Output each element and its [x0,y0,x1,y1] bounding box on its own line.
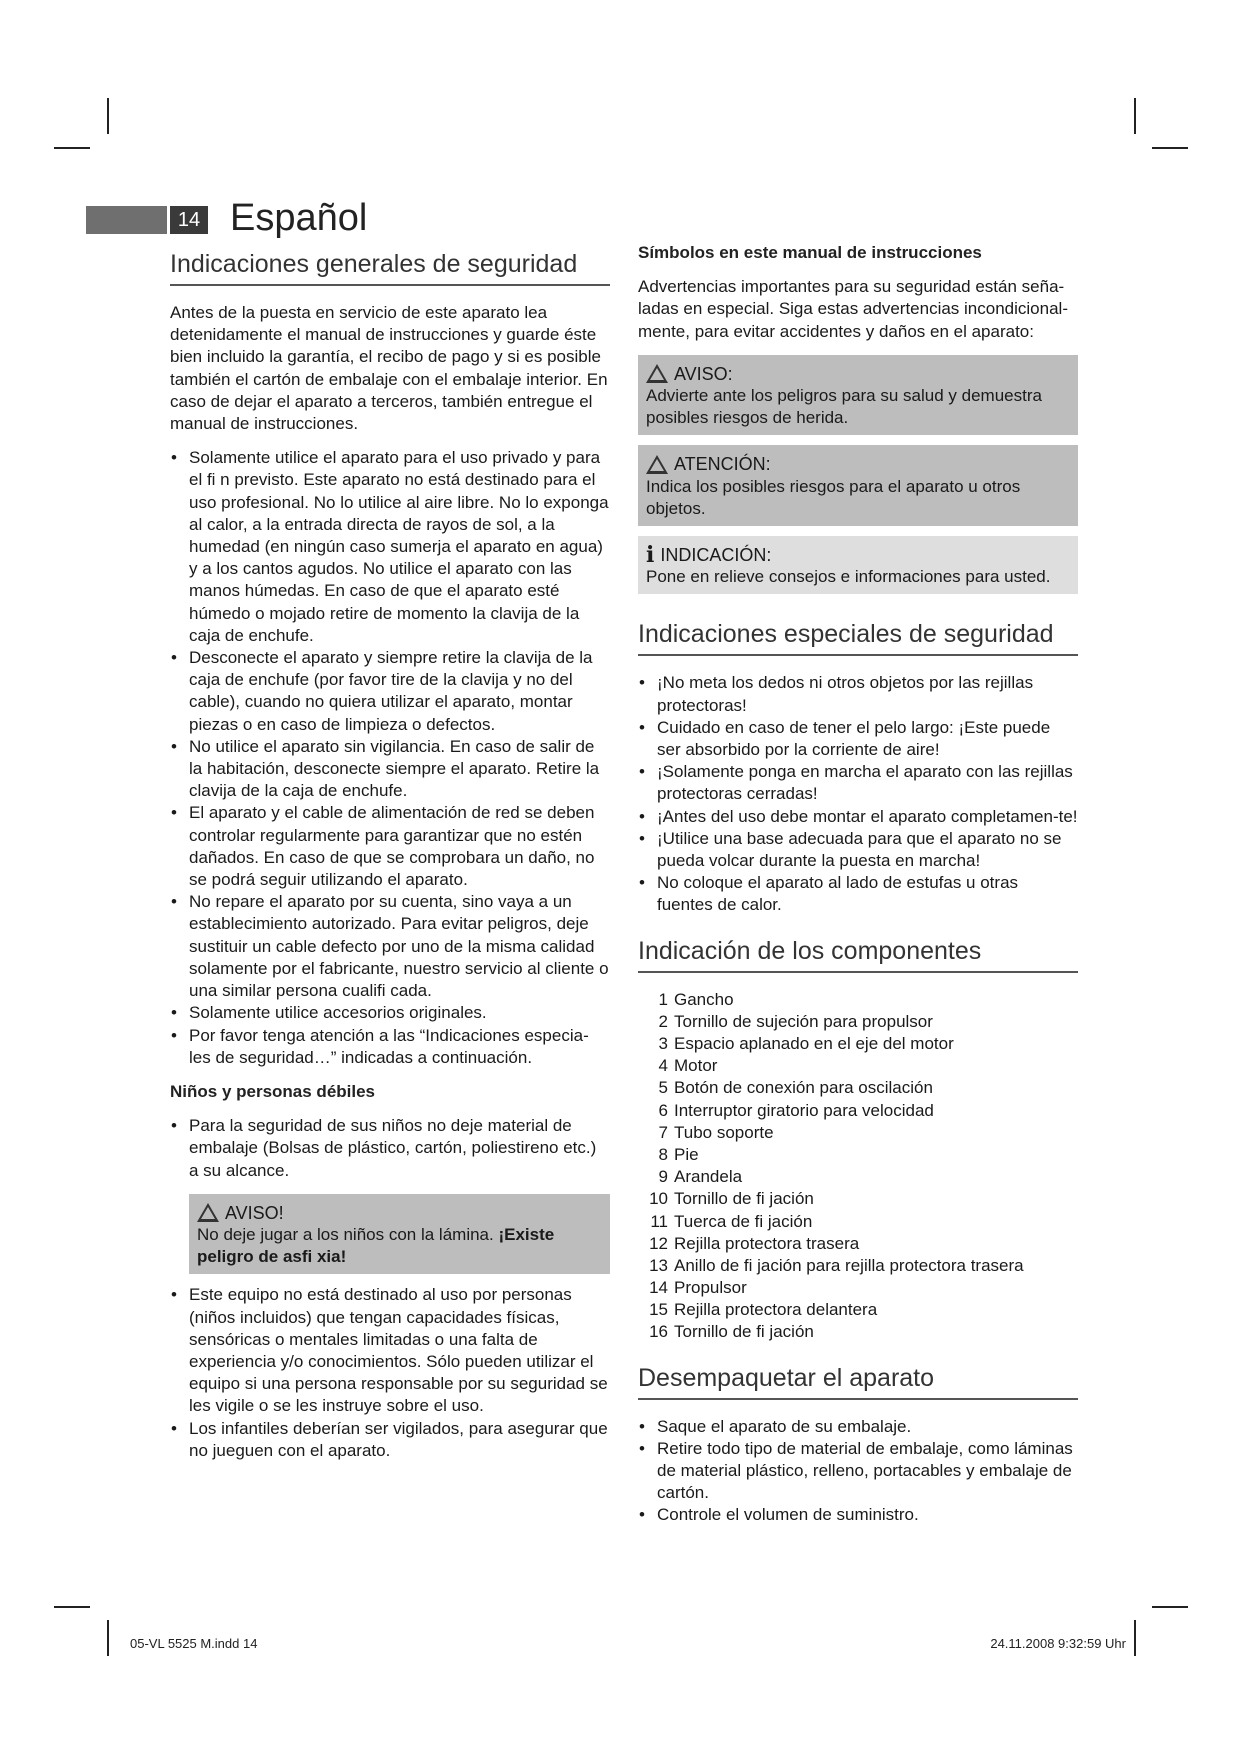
symbols-heading: Símbolos en este manual de instrucciones [638,243,982,262]
box-title: AVISO: [674,363,733,384]
list-item: • ¡No meta los dedos ni otros objetos por las rejillas protectoras! [638,672,1078,716]
box-text: Indica los posibles riesgos para el aparato u otros objetos. [646,476,1021,518]
section-title-components: Indicación de los componentes [638,935,1078,973]
aviso-bold-text: ¡Existe peligro de asfi xia! [197,1224,555,1267]
intro-paragraph: Antes de la puesta en servicio de este aparato lea detenidamente el manual de instrucciones y guarde éste bien incluido la garantía, el recibo de pago y si es posible también el cartón de embalaje con el embalaje interior. En caso de dejar el aparato a terceros, también entregue el manual de instrucciones. [170,303,608,434]
list-item: • No coloque el aparato al lado de estufas u otras fuentes de calor. [638,872,1078,916]
box-text: Advierte ante los peligros para su salud y demuestra posibles riesgos de herida. [646,386,1042,428]
caution-icon [646,455,668,474]
component-row: 10 Tornillo de fi jación [649,1189,814,1209]
general-safety-list [170,447,610,1069]
list-item: • Para la seguridad de sus niños no deje material de embalaje (Bolsas de plástico, cartón, poliestireno etc.) a su alcance. [170,1115,610,1182]
page-number: 14 [170,206,208,234]
list-item: • Los infantiles deberían ser vigilados, para asegurar que no jueguen con el aparato. [170,1418,610,1462]
list-item: • El aparato y el cable de alimentación de red se deben controlar regularmente para garantizar que no estén dañados. En caso de que se comprobara un daño, no se podrá seguir utilizando el aparato. [170,802,610,891]
box-text: Pone en relieve consejos e informaciones para usted. [646,567,1051,587]
box-title: INDICACIÓN: [660,545,772,566]
right-column [638,242,1078,1539]
component-row: 3 Espacio aplanado en el eje del motor [658,1034,954,1054]
list-item: • Solamente utilice el aparato para el uso privado y para el fi n previsto. Este aparato no está destinado para el uso profesional. No lo utilice al aire libre. No lo exponga al calor, a la entrada directa de rayos de sol, a la humedad (en ningún caso sumerja el aparato en agua) y a los cantos agudos. No utilice el aparato con las manos húmedas. En caso de que el aparato esté húmedo o mojado retire de momento la clavija de la caja de enchufe. [170,447,610,647]
component-row: 12 Rejilla protectora trasera [649,1233,860,1253]
box-indicacion [638,536,1078,594]
crop-mark [1152,147,1188,149]
crop-mark [107,1620,109,1656]
crop-mark [107,98,109,134]
crop-mark [1134,98,1136,134]
list-item: • Controle el volumen de suministro. [638,1504,1078,1526]
section-title-unpack: Desempaquetar el aparato [638,1362,1078,1400]
footer-file: 05-VL 5525 M.indd 14 [130,1636,258,1651]
box-atencion [638,445,1078,526]
list-item: • ¡Antes del uso debe montar el aparato completamen-te! [638,806,1078,828]
list-item: • No utilice el aparato sin vigilancia. En caso de salir de la habitación, desconecte siempre el aparato. Retire la clavija de la caja de enchufe. [170,736,610,803]
component-row: 4 Motor [658,1056,718,1076]
box-title: ATENCIÓN: [674,454,771,475]
crop-mark [1152,1606,1188,1608]
special-safety-list [638,672,1078,916]
list-item: • ¡Utilice una base adecuada para que el aparato no se pueda volcar durante la puesta en marcha! [638,828,1078,872]
section-title-general-safety: Indicaciones generales de seguridad [170,248,610,286]
component-row: 5 Botón de conexión para oscilación [658,1078,933,1098]
list-item: • Cuidado en caso de tener el pelo largo: ¡Este puede ser absorbido por la corriente de aire! [638,717,1078,761]
info-icon: i [646,542,655,569]
component-row: 13 Anillo de fi jación para rejilla protectora trasera [649,1255,1024,1275]
unpack-list [638,1416,1078,1527]
children-heading: Niños y personas débiles [170,1081,376,1101]
component-row: 11 Tuerca de fi jación [650,1211,813,1231]
section-title-special-safety: Indicaciones especiales de seguridad [638,618,1078,656]
header-band [86,206,167,234]
box-aviso [638,355,1078,436]
list-item: • Por favor tenga atención a las “Indicaciones especia-les de seguridad…” indicadas a continuación. [170,1025,610,1069]
component-row: 16 Tornillo de fi jación [649,1322,814,1342]
component-row: 1 Gancho [658,989,734,1009]
page-title: Español [230,197,368,239]
children-list-2 [170,1284,610,1462]
footer-timestamp: 24.11.2008 9:32:59 Uhr [990,1636,1126,1651]
children-list [170,1115,610,1182]
aviso-box [189,1194,610,1275]
components-list [638,989,1078,1344]
list-item: • Retire todo tipo de material de embalaje, como láminas de material plástico, relleno, portacables y embalaje de cartón. [638,1438,1078,1505]
list-item: • ¡Solamente ponga en marcha el aparato con las rejillas protectoras cerradas! [638,761,1078,805]
list-item: • No repare el aparato por su cuenta, sino vaya a un establecimiento autorizado. Para evitar peligros, deje sustituir un cable defecto por uno de la misma calidad solamente por el fabricante, nuestro servicio al cliente o una similar persona cualifi cada. [170,891,610,1002]
aviso-title: AVISO! [225,1202,284,1223]
component-row: 8 Pie [658,1144,699,1164]
component-row: 7 Tubo soporte [658,1122,774,1142]
list-item: • Desconecte el aparato y siempre retire la clavija de la caja de enchufe (por favor tire de la clavija y no del cable), cuando no quiera utilizar el aparato, montar piezas o en caso de limpieza o defectos. [170,647,610,736]
component-row: 9 Arandela [658,1167,743,1187]
component-row: 15 Rejilla protectora delantera [649,1300,878,1320]
symbols-intro: Advertencias importantes para su seguridad están seña-ladas en especial. Siga estas advertencias incondicional-mente, para evitar accidentes y daños en el aparato: [638,277,1068,341]
list-item: • Saque el aparato de su embalaje. [638,1416,1078,1438]
crop-mark [1134,1620,1136,1656]
component-row: 6 Interruptor giratorio para velocidad [658,1100,934,1120]
list-item: • Este equipo no está destinado al uso por personas (niños incluidos) que tengan capacidades físicas, sensóricas o mentales limitadas o una falta de experiencia y/o conocimientos. Sólo pueden utilizar el equipo si una persona responsable por su seguridad se les vigile o se les instruye sobre el uso. [170,1284,610,1417]
crop-mark [54,147,90,149]
component-row: 2 Tornillo de sujeción para propulsor [658,1011,933,1031]
aviso-text: No deje jugar a los niños con la lámina. [197,1224,494,1244]
list-item: • Solamente utilice accesorios originales. [170,1002,610,1024]
component-row: 14 Propulsor [649,1278,747,1298]
left-column [170,248,610,1474]
crop-mark [54,1606,90,1608]
warning-icon [646,364,668,383]
warning-icon [197,1203,219,1222]
